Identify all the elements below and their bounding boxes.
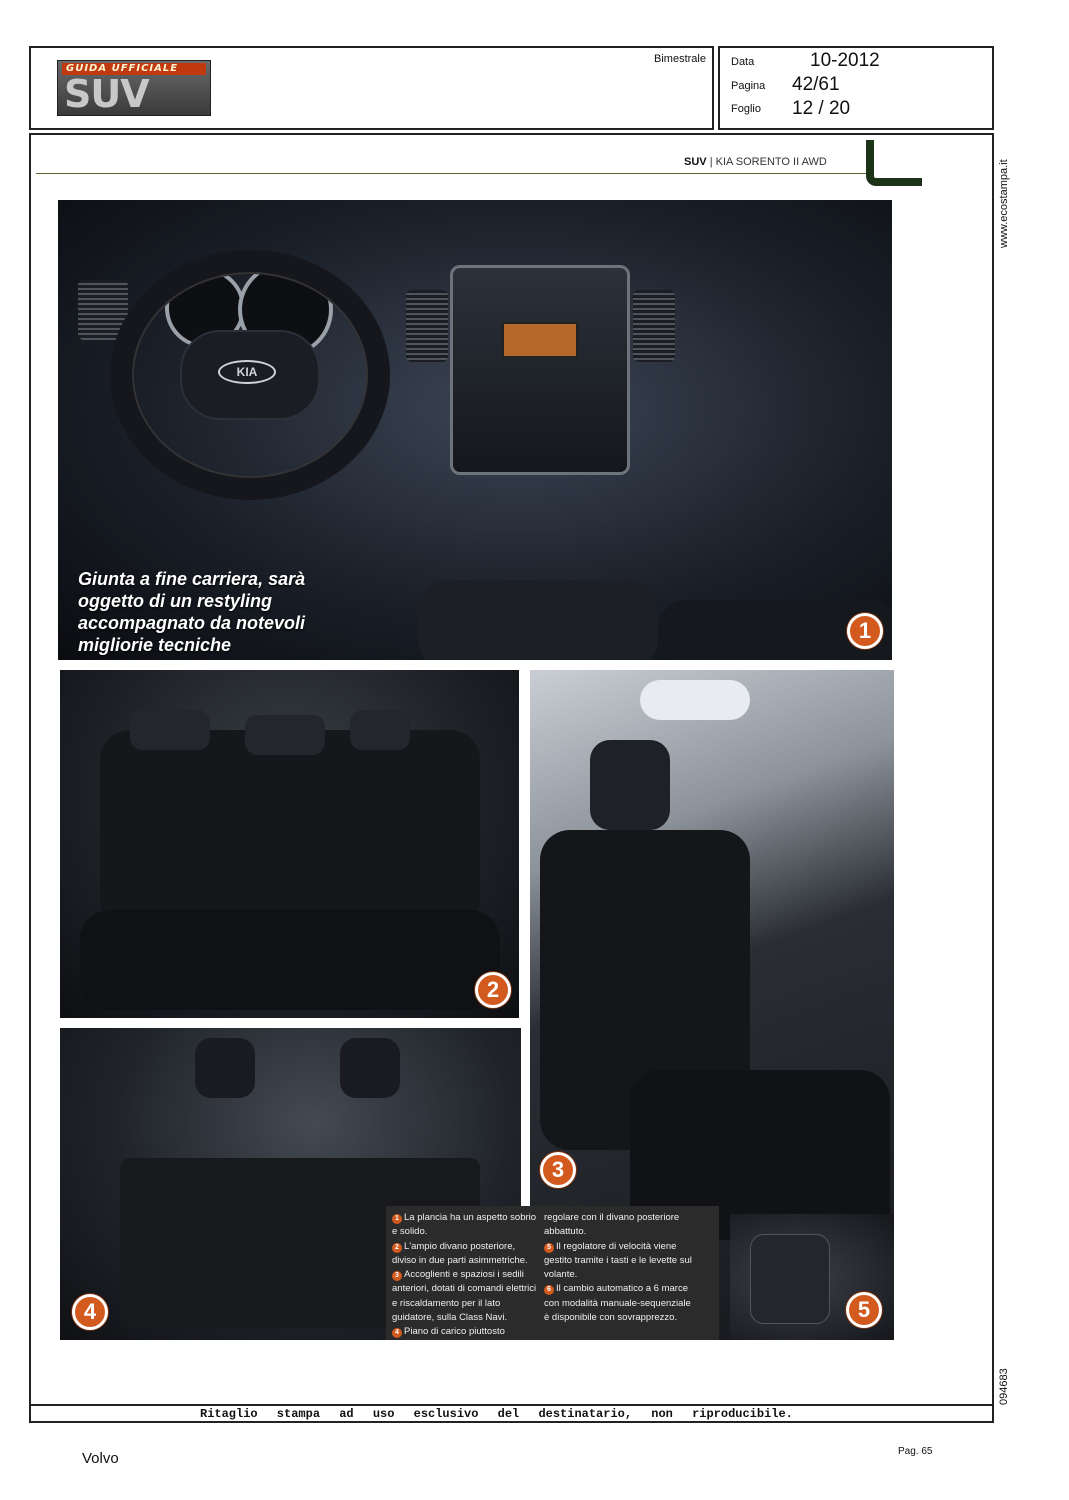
badge-2: 2	[475, 972, 511, 1008]
photo-caption: Giunta a fine carriera, sarà oggetto di un restyling accompagnato da notevoli migliorie tecniche	[78, 569, 306, 655]
model-label: KIA SORENTO II AWD	[715, 156, 827, 168]
article-rule	[36, 173, 870, 174]
caption-item: regolare con il divano posteriore abbattuto.	[544, 1212, 680, 1238]
badge-3: 3	[540, 1152, 576, 1188]
client-name: Volvo	[82, 1450, 119, 1467]
foglio-value: 12 / 20	[792, 98, 851, 119]
center-armrest	[418, 580, 658, 660]
center-console	[450, 265, 630, 475]
badge-4: 4	[72, 1294, 108, 1330]
caption-item: 1 La plancia ha un aspetto sobrio e solido.	[392, 1212, 537, 1238]
caption-item: 5 Il regolatore di velocità viene gestito tramite i tasti e le levette sul volante.	[544, 1240, 692, 1281]
footer-divider	[29, 1404, 994, 1406]
pagina-label: Pagina	[731, 80, 766, 92]
sunroof	[640, 680, 750, 720]
cargo-headrest-right	[340, 1038, 400, 1098]
headrest-center	[245, 715, 325, 755]
side-url-text: www.ecostampa.it	[998, 159, 1010, 248]
headrest-left	[130, 710, 210, 750]
article-header	[684, 156, 827, 168]
headrest-right	[350, 710, 410, 750]
data-label: Data	[731, 56, 755, 68]
disclaimer: Ritaglio stampa ad uso esclusivo del destinatario, non riproducibile.	[200, 1407, 793, 1421]
caption-item: 2 L'ampio divano posteriore, diviso in due parti asimmetriche.	[392, 1240, 528, 1266]
photo-rear-seats	[60, 670, 519, 1018]
section-label: SUV	[684, 156, 707, 168]
suv-logo	[57, 60, 211, 116]
front-headrest	[590, 740, 670, 830]
section-bracket-icon	[866, 140, 922, 186]
center-right-vent	[633, 290, 675, 362]
side-code-text: 094683	[998, 1368, 1010, 1405]
cargo-headrest-left	[195, 1038, 255, 1098]
logo-top-text: GUIDA UFFICIALE	[62, 63, 206, 75]
header-meta-box	[718, 46, 994, 130]
center-left-vent	[406, 290, 448, 362]
caption-box	[386, 1206, 719, 1340]
caption-item: 6 Il cambio automatico a 6 marce con modalità manuale-sequenziale è disponibile con sovrapprezzo.	[544, 1283, 691, 1324]
rear-bench-back	[100, 730, 480, 930]
caption-column-right	[544, 1211, 694, 1325]
header-separator: |	[709, 156, 713, 168]
badge-5: 5	[846, 1292, 882, 1328]
radio-display	[502, 322, 578, 358]
side-url	[994, 148, 1014, 258]
caption-column-left	[392, 1211, 542, 1340]
side-code	[994, 1365, 1031, 1405]
page-number: Pag. 65	[898, 1446, 933, 1457]
header-left-box	[29, 46, 714, 130]
logo-main-text: SUV	[64, 72, 149, 116]
caption-item: 4 Piano di carico piuttosto	[392, 1325, 542, 1339]
pagina-value: 42/61	[792, 74, 840, 95]
rear-bench-cushion	[80, 910, 500, 1010]
kia-logo: KIA	[218, 360, 276, 384]
periodicity: Bimestrale	[654, 53, 706, 65]
data-value: 10-2012	[810, 50, 880, 71]
badge-1: 1	[847, 613, 883, 649]
cruise-buttons	[750, 1234, 830, 1324]
foglio-label: Foglio	[731, 103, 761, 115]
caption-item: 3 Accoglienti e spaziosi i sedili anteriori, dotati di comandi elettrici e riscaldamento per il lato guidatore, sulla Class Navi.	[392, 1269, 537, 1324]
